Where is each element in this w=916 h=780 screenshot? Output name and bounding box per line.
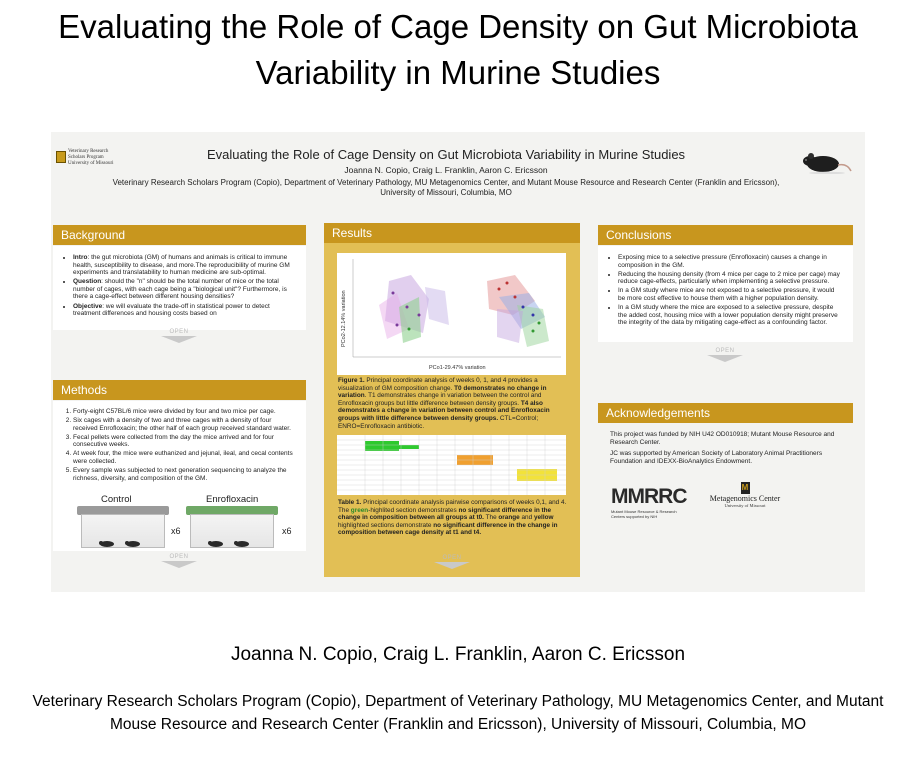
acknowledgements-panel [598,424,853,476]
methods-item: 5. Every sample was subjected to next generation sequencing to analyze the richness, diversity, and composition of the GM. [73,467,296,482]
conclusions-heading: Conclusions [598,225,853,245]
mice-icon [186,506,278,550]
methods-heading: Methods [53,380,306,400]
main-title: Evaluating the Role of Cage Density on Gut Microbiota Variability in Murine Studies [58,8,858,91]
conclusions-item: • In a GM study where the mice are exposed to a selective pressure, despite the added cost, housing mice with a lower population density might preserve the integrity of the data by mitigating cage-effect as a confounding factor. [618,304,843,327]
results-panel [324,223,580,577]
metagenomics-name: Metagenomics Center [709,494,781,503]
poster-title: Evaluating the Role of Cage Density on Gut Microbiota Variability in Murine Studies [206,147,686,162]
poster-thumbnail [51,132,865,592]
chevron-down-icon [707,355,743,362]
metagenomics-subtitle: University of Missouri [724,503,766,508]
background-open-button[interactable]: OPEN [149,329,209,343]
methods-item: 3. Fecal pellets were collected from the day the mice arrived and for four consecutive weeks. [73,434,296,449]
background-panel [53,246,306,330]
chevron-down-icon [434,562,470,569]
pairwise-table [337,435,566,495]
x-axis-label: PCo1-29.47% variation [429,365,486,371]
enrofloxacin-cage [186,506,278,550]
vrsp-logo [56,149,114,171]
control-label: Control [101,494,132,505]
methods-item: 4. At week four, the mice were euthanized and jejunal, ileal, and cecal contents were collected. [73,450,296,465]
background-item: • Question: should the "n" should be the total number of mice or the total number of cages, with each cage being a "biological unit"? Furthermore, is there a cage-effect between different housing densities? [73,278,296,301]
ack-funding: This project was funded by NIH U42 OD010918; Mutant Mouse Resource and Research Center. [610,431,835,446]
results-heading: Results [324,223,580,243]
mice-icon [77,506,169,550]
methods-item: 1. Forty-eight C57BL/6 mice were divided by four and two mice per cage. [73,408,296,416]
background-heading: Background [53,225,306,245]
mu-shield-icon [56,151,66,163]
enrofloxacin-multiplier: x6 [282,526,292,536]
mu-logo-icon: M [741,483,749,492]
conclusions-item: • Reducing the housing density (from 4 mice per cage to 2 mice per cage) may reduce cage-effects, particularly when implementing a selective pressure. [618,271,843,286]
conclusions-item: • Exposing mice to a selective pressure (Enrofloxacin) causes a change in composition in the GM. [618,254,843,269]
ack-support: JC was supported by American Society of Laboratory Animal Practitioners Foundation and IDEXX-BioAnalytics Endowment. [610,450,823,465]
metagenomics-logo [706,482,784,508]
results-open-button[interactable]: OPEN [422,555,482,569]
table-caption: Table 1. Principal coordinate analysis pairwise comparisons of weeks 0,1, and 4. The green-highlited section demonstrates no significant difference in the change in composition between all groups at t0. The orange and yellow highlighted sections demonstrate no significant difference in the change in composition between cage density at t1 and t4. [338,499,567,537]
mmrrc-logo-subtitle: Mutant Mouse Resource & Research Centers supported by NIH [611,509,677,519]
authors: Joanna N. Copio, Craig L. Franklin, Aaron C. Ericsson [230,644,686,665]
conclusions-panel [598,246,853,342]
pcoa-plot [337,253,566,375]
affiliation: Veterinary Research Scholars Program (Copio), Department of Veterinary Pathology, MU Metagenomics Center, and Mutant Mouse Resource and Research Center (Franklin and Ericsson), University of Missouri, Columbia, MO [32,693,884,733]
mouse-icon [801,150,853,174]
conclusions-item: • In a GM study where mice are not exposed to a selective pressure, it would be more cost effective to house them with a higher population density. [618,287,843,302]
poster-affiliation: Veterinary Research Scholars Program (Copio), Department of Veterinary Pathology, MU Metagenomics Center, and Mutant Mouse Resource and Research Center (Franklin and Ericsson), University of Missouri, Columbia, MO [112,178,780,197]
control-cage [77,506,169,550]
poster-authors: Joanna N. Copio, Craig L. Franklin, Aaron C. Ericsson [344,165,548,175]
methods-item: 2. Six cages with a density of two and three cages with a density of four received Enrofloxacin; the other half of each group received standard water. [73,417,296,432]
pairwise-table-grid [337,435,566,495]
conclusions-open-button[interactable]: OPEN [695,348,755,362]
background-item: • Intro: the gut microbiota (GM) of humans and animals is critical to immune health, susceptibility to disease, and more.The reproducibility of murine GM experiments and translatability to human medicine are sub-optimal. [73,254,296,277]
chevron-down-icon [161,336,197,343]
methods-open-button[interactable]: OPEN [149,554,209,568]
pcoa-plot-svg [337,253,566,375]
y-axis-label: PCo2-12.14% variation [341,290,347,347]
vrsp-logo-text: Veterinary Research Scholars Program University of Missouri [68,149,114,166]
acknowledgements-heading: Acknowledgements [598,403,853,423]
figure-caption: Figure 1. Principal coordinate analysis of weeks 0, 1, and 4 provides a visualization of GM composition change. T0 demonstrates no change in variation. T1 demonstrates change in variation between the control and Enrofloxacin groups but little difference between density groups. T4 also demonstrates a change in variation between control and Enrofloxacin groups with little difference between density groups. CTL=Control; ENRO=Enrofloxacin antibiotic. [338,377,550,430]
enrofloxacin-label: Enrofloxacin [206,494,259,505]
mmrrc-logo: MMRRC [611,485,687,508]
chevron-down-icon [161,561,197,568]
background-item: • Objective: we will evaluate the trade-off in statistical power to detect treatment differences and housing costs based on [73,303,296,318]
control-multiplier: x6 [171,526,181,536]
